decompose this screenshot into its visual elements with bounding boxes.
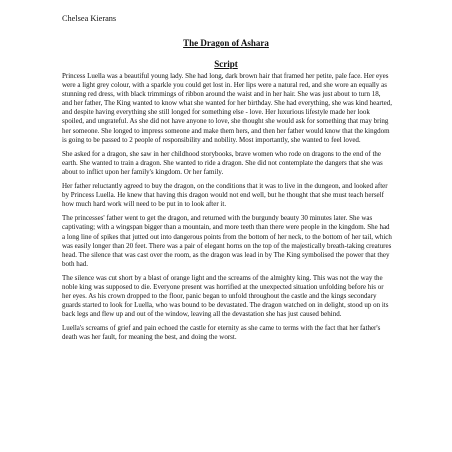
paragraph-ending: Luella's screams of grief and pain echoed the castle for eternity as she came to terms with the fact that her father's death was her fault, for meaning the best, and doing the worst. — [62, 324, 381, 342]
author-name: Chelsea Kierans — [62, 14, 117, 23]
document-body — [62, 72, 392, 348]
paragraph-intro: Princess Luella was a beautiful young lady. She had long, dark brown hair that framed her petite, pale face. Her eyes were a light grey colour, with a sparkle you could get lost in. Her lips were a natural red, and she wore an equally as stunning red dress, with black trimmings of ribbon around the waist and in her hair. She was just about to turn 18, and her father, The King wanted to know what she wanted for her birthday. She had everything, she was kind hearted, and despite having everything she still longed for something else - love. Her luxurious lifestyle made her look spoiled, and ungrateful. As she did not have anyone to love, she thought she would ask for something that may bring her someone. She longed to impress someone and make them hers, and then her father would know that the kingdom is going to be passed to 2 people of responsibility and nobility. Most importantly, she wanted to feel loved. — [62, 72, 392, 144]
paragraph-dragon-request: She asked for a dragon, she saw in her childhood storybooks, brave women who rode on dragons to the end of the earth. She wanted to train a dragon. She wanted to ride a dragon. She did not contemplate the dangers that she was about to inflict upon her family's kingdom. Or her family. — [62, 149, 383, 176]
paragraph-dragon-arrives: The princesses' father went to get the dragon, and returned with the burgundy beauty 30 minutes later. She was captivating; with a wingspan bigger than a mountain, and more teeth than there were people in the kingdom. She had a long line of spikes that jutted out into dangerous points from the bottom of her neck, to the bottom of her tail, which was easily longer than 20 feet. There was a pair of elegant horns on the top of the majestically breath-taking creatures head. The silence that was cast over the room, as the dragon was lead in by The King symbolised the power that they both had. — [62, 214, 392, 268]
document-subtitle: Script — [214, 59, 238, 69]
paragraph-father-agrees: Her father reluctantly agreed to buy the dragon, on the conditions that it was to live in the dungeon, and looked after by Princess Luella. He knew that having this dragon would not end well, but he thought that she must teach herself how much hard work will need to be put in to look after it. — [62, 182, 388, 209]
paragraph-king-dies: The silence was cut short by a blast of orange light and the screams of the almighty king. This was not the way the noble king was supposed to die. Everyone present was horrified at the unexpected situation unfolding before his or her eyes. As his crown dropped to the floor, panic began to unfold throughout the castle and the kings secondary guards started to look for Luella, who was bound to be devastated. The dragon watched on in delight, stood up on its back legs and flew up and out of the window, leaving all the devastation she has just caused behind. — [62, 273, 389, 319]
document-title: The Dragon of Ashara — [183, 38, 269, 48]
